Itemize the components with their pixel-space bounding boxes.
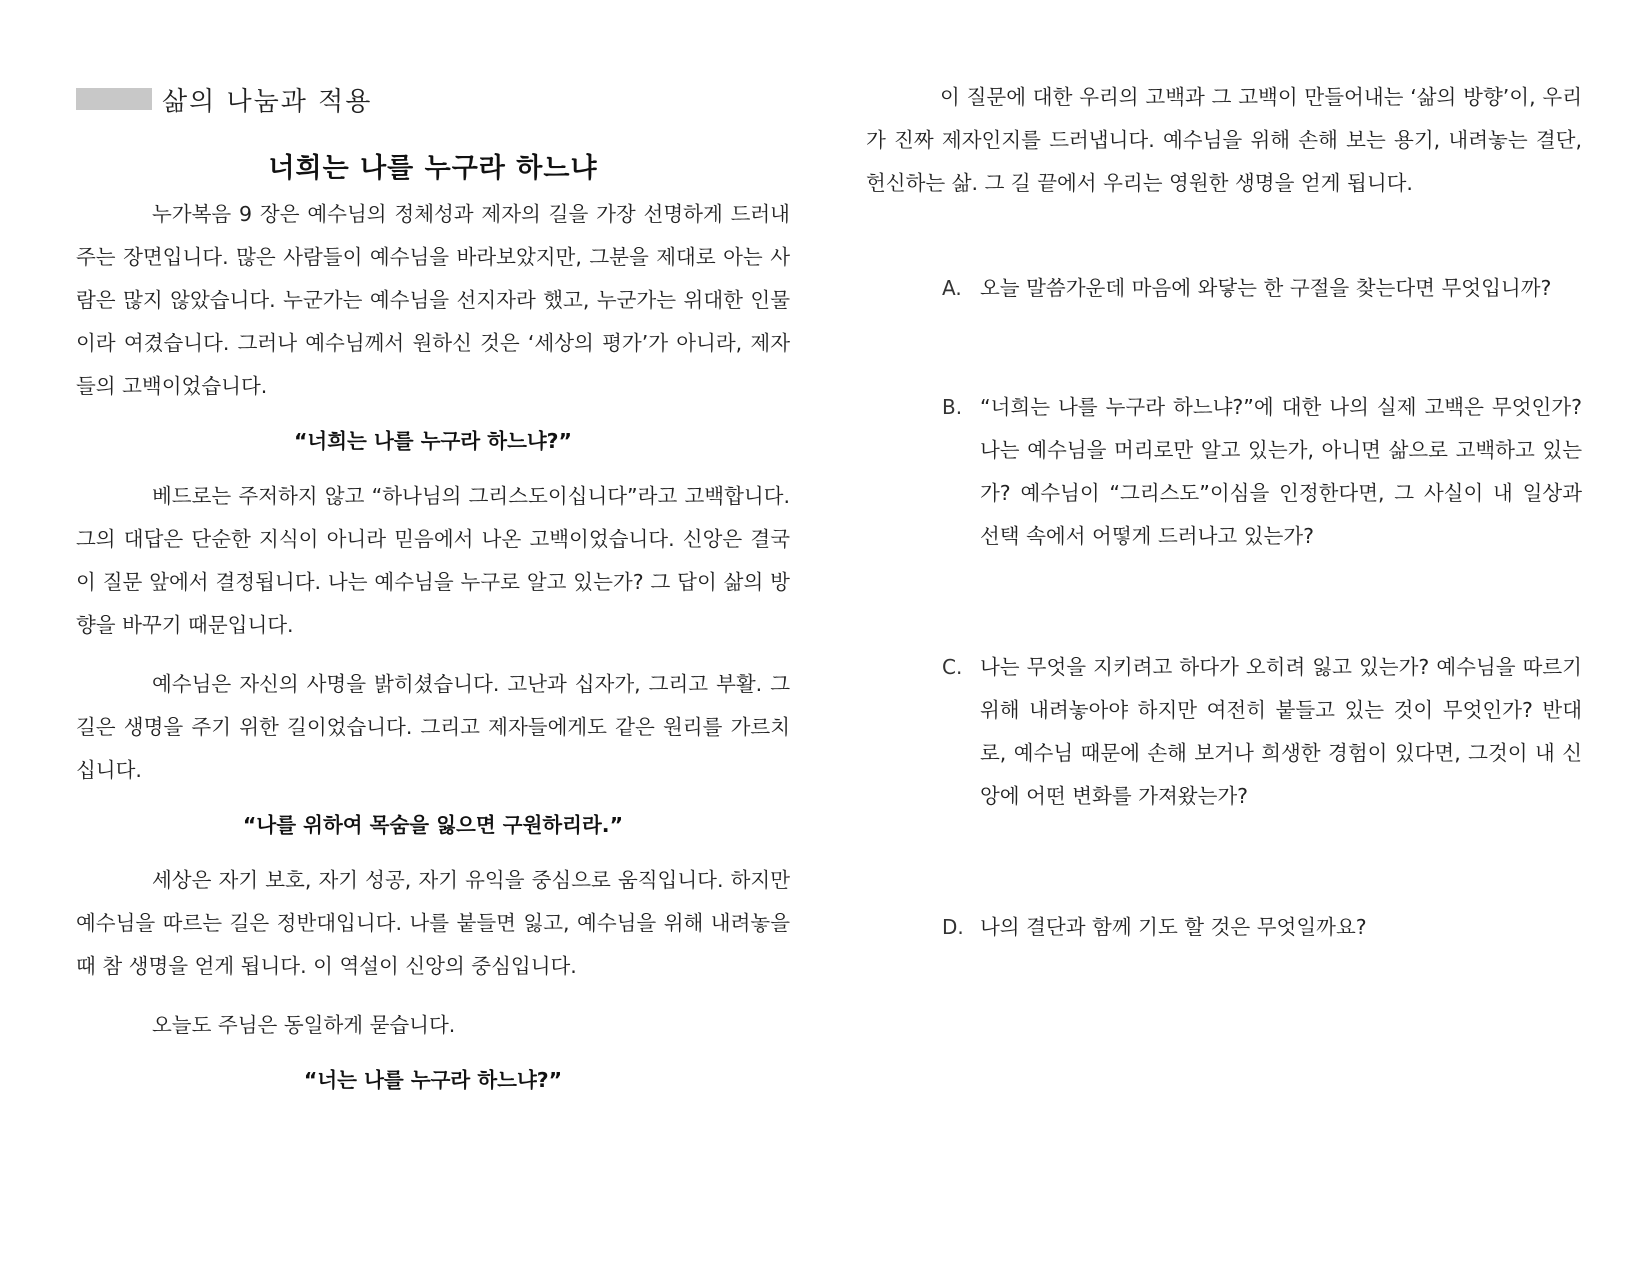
paragraph-paradox: 세상은 자기 보호, 자기 성공, 자기 유익을 중심으로 움직입니다. 하지만 예수님을 따르는 길은 정반대입니다. 나를 붙들면 잃고, 예수님을 위해 내려놓을 때 참 생명을 얻게 됩니다. 이 역설이 신앙의 중심입니다. [76,868,790,978]
question-text: 나의 결단과 함께 기도 할 것은 무엇일까요? [980,915,1367,939]
section-title: 삶의 나눔과 적용 [162,86,373,117]
document-title: 너희는 나를 누구라 하느냐 [268,153,598,184]
question-list [866,267,1582,949]
question-letter: D. [942,915,964,939]
paragraph-conclusion: 이 질문에 대한 우리의 고백과 그 고백이 만들어내는 ‘삶의 방향’이, 우리가 진짜 제자인지를 드러냅니다. 예수님을 위해 손해 보는 용기, 내려놓는 결단, 헌신하는 삶. 그 길 끝에서 우리는 영원한 생명을 얻게 됩니다. [866,85,1582,195]
quote-who-do-you-say-singular: “너는 나를 누구라 하느냐?” [303,1068,563,1092]
question-text: “너희는 나를 누구라 하느냐?”에 대한 나의 실제 고백은 무엇인가? 나는 예수님을 머리로만 알고 있는가, 아니면 삶으로 고백하고 있는가? 예수님이 “그리스도”이심을 인정한다면, 그 사실이 내 일상과 선택 속에서 어떻게 드러나고 있는가? [980,395,1582,548]
question-letter: C. [942,655,963,679]
quote-who-do-you-say: “너희는 나를 누구라 하느냐?” [293,429,573,453]
question-text: 오늘 말씀가운데 마음에 와닿는 한 구절을 찾는다면 무엇입니까? [980,276,1552,300]
question-letter: A. [942,276,962,300]
left-column [76,82,790,1114]
section-header [76,82,790,116]
question-text: 나는 무엇을 지키려고 하다가 오히려 잃고 있는가? 예수님을 따르기 위해 내려놓아야 하지만 여전히 붙들고 있는 것이 무엇인가? 반대로, 예수님 때문에 손해 보거나 희생한 경험이 있다면, 그것이 내 신앙에 어떤 변화를 가져왔는가? [980,655,1582,808]
paragraph-today: 오늘도 주님은 동일하게 묻습니다. [152,1013,456,1037]
question-item-a [866,267,1582,310]
question-item-d [866,906,1582,949]
question-item-b [866,386,1582,558]
section-header-bar [76,88,152,110]
right-column [866,76,1582,949]
paragraph-mission: 예수님은 자신의 사명을 밝히셨습니다. 고난과 십자가, 그리고 부활. 그 길은 생명을 주기 위한 길이었습니다. 그리고 제자들에게도 같은 원리를 가르치십니다. [76,672,790,782]
question-item-c [866,646,1582,818]
question-letter: B. [942,395,963,419]
quote-lose-life: “나를 위하여 목숨을 잃으면 구원하리라.” [242,813,624,837]
paragraph-intro: 누가복음 9 장은 예수님의 정체성과 제자의 길을 가장 선명하게 드러내 주는 장면입니다. 많은 사람들이 예수님을 바라보았지만, 그분을 제대로 아는 사람은 많지 않았습니다. 누군가는 예수님을 선지자라 했고, 누군가는 위대한 인물이라 여겼습니다. 그러나 예수님께서 원하신 것은 ‘세상의 평가’가 아니라, 제자들의 고백이었습니다. [76,202,790,398]
paragraph-peter-confession: 베드로는 주저하지 않고 “하나님의 그리스도이십니다”라고 고백합니다. 그의 대답은 단순한 지식이 아니라 믿음에서 나온 고백이었습니다. 신앙은 결국 이 질문 앞에서 결정됩니다. 나는 예수님을 누구로 알고 있는가? 그 답이 삶의 방향을 바꾸기 때문입니다. [76,484,790,637]
